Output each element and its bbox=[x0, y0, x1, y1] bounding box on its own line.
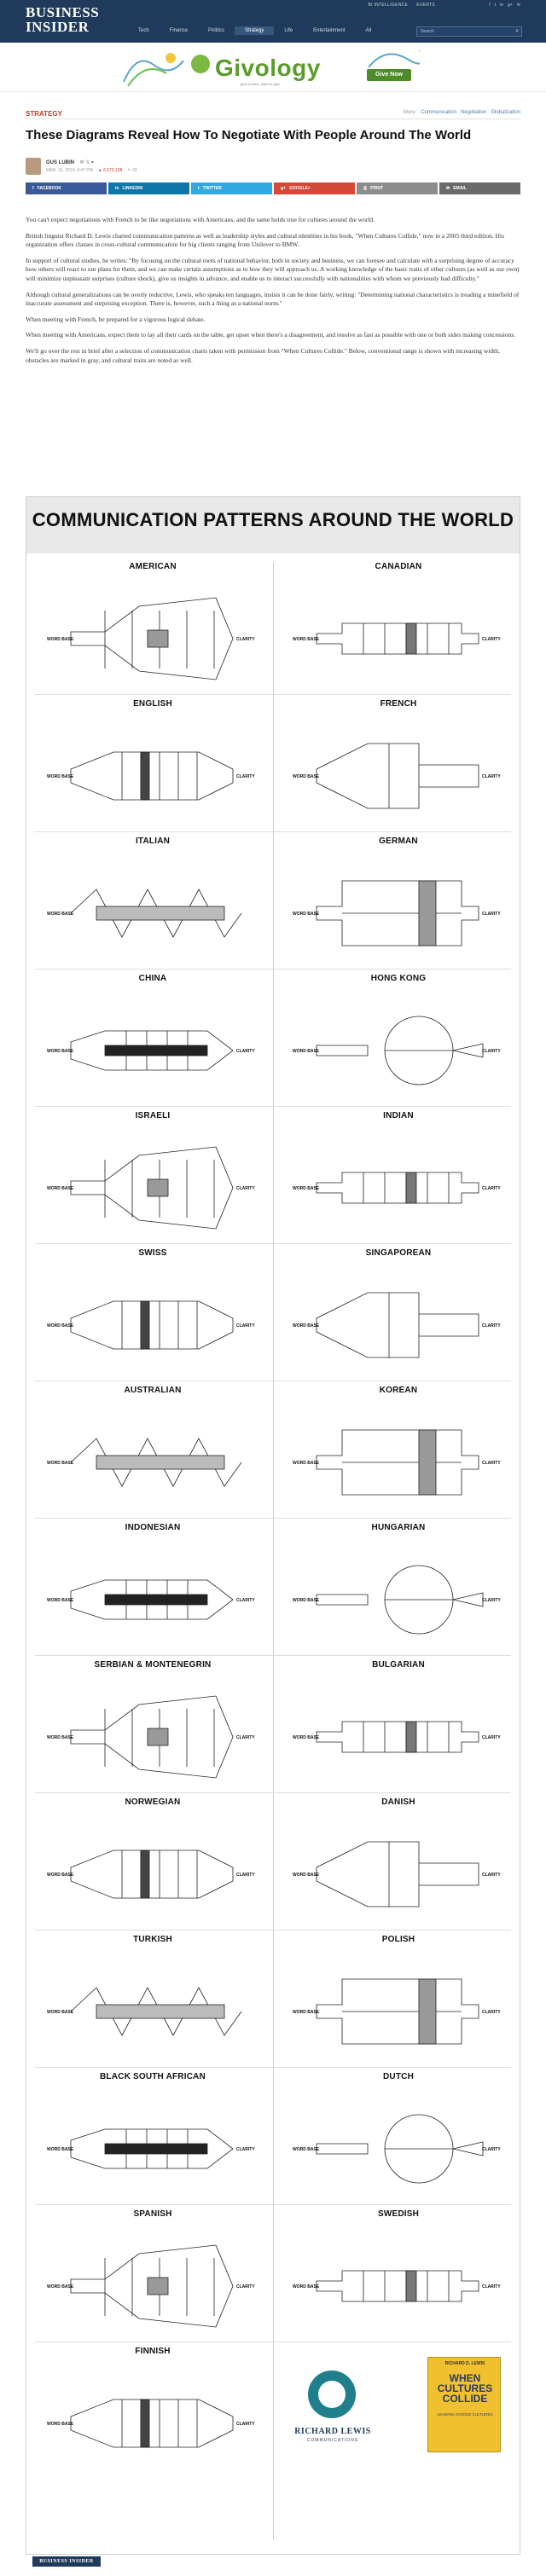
word-base-label: WORD BASE bbox=[47, 1323, 74, 1329]
clarity-label: CLARITY bbox=[482, 1461, 501, 1466]
word-base-label: WORD BASE bbox=[293, 912, 320, 917]
breadcrumb-communication[interactable]: Communication bbox=[421, 110, 456, 115]
word-base-label: WORD BASE bbox=[293, 1186, 320, 1191]
paragraph: In support of cultural studies, he writes: "By focusing on the cultural roots of national behavior, both in society and business, we can foresee and calculate with a surprising degree of accuracy how others will react to our plans for them, and we can make certain assumptions as to how they will approach us. A working knowledge of the basic traits of other cultures (as well as our own) will minimize unpleasant surprises (culture shock), give us insights in advance, and enable us to interact successfully with nationalities with whom we previously had difficulty." bbox=[26, 256, 520, 282]
country-name: DANISH bbox=[381, 1797, 415, 1807]
country-name: NORWEGIAN bbox=[125, 1797, 181, 1807]
word-base-label: WORD BASE bbox=[293, 1735, 320, 1740]
country-name: CHINA bbox=[138, 974, 167, 983]
communication-pattern-diagram bbox=[291, 581, 506, 698]
country-name: SERBIAN & MONTENEGRIN bbox=[94, 1660, 212, 1670]
country-name: FRENCH bbox=[380, 699, 417, 709]
book-subtitle: LEADING ACROSS CULTURES bbox=[437, 2412, 493, 2417]
country-name: INDIAN bbox=[383, 1111, 414, 1120]
row-divider bbox=[35, 1106, 511, 1107]
row-divider bbox=[35, 1930, 511, 1931]
clarity-label: CLARITY bbox=[482, 637, 501, 642]
word-base-label: WORD BASE bbox=[47, 1049, 74, 1054]
email-icon[interactable]: ✉ bbox=[516, 3, 520, 8]
share-label: TWITTER bbox=[202, 186, 222, 191]
article-meta bbox=[46, 168, 137, 173]
author[interactable] bbox=[46, 159, 94, 165]
communication-pattern-diagram bbox=[291, 1816, 506, 1934]
communication-pattern-diagram bbox=[45, 1267, 260, 1385]
clarity-label: CLARITY bbox=[482, 1873, 501, 1878]
share-label: LINKEDIN bbox=[122, 186, 143, 191]
clarity-label: CLARITY bbox=[482, 1186, 501, 1191]
communication-pattern-diagram bbox=[45, 993, 260, 1110]
share-label: GOOGLE+ bbox=[288, 186, 311, 191]
breadcrumb-globalization[interactable]: Globalization bbox=[491, 110, 520, 115]
utility-links bbox=[368, 3, 435, 8]
breadcrumb-negotiation[interactable]: Negotiation bbox=[460, 110, 487, 115]
row-divider bbox=[35, 969, 511, 970]
events-link[interactable]: EVENTS bbox=[416, 3, 435, 8]
author-social-icons[interactable]: ✉ 𝕏 ▾ bbox=[79, 160, 94, 165]
country-name: TURKISH bbox=[133, 1935, 172, 1944]
word-base-label: WORD BASE bbox=[47, 637, 74, 642]
clarity-label: CLARITY bbox=[482, 2010, 501, 2015]
clarity-label: CLARITY bbox=[482, 1323, 501, 1329]
clarity-label: CLARITY bbox=[236, 1735, 255, 1740]
country-name: HONG KONG bbox=[370, 974, 427, 983]
country-name: DUTCH bbox=[383, 2072, 414, 2081]
word-base-label: WORD BASE bbox=[47, 2284, 74, 2289]
word-base-label: WORD BASE bbox=[293, 1598, 320, 1603]
top-header bbox=[0, 0, 546, 43]
word-base-label: WORD BASE bbox=[47, 774, 74, 779]
email-icon: ✉ bbox=[446, 186, 450, 191]
print-icon: ⎙ bbox=[363, 186, 368, 191]
clarity-label: CLARITY bbox=[482, 2147, 501, 2152]
book-cover[interactable] bbox=[427, 2357, 501, 2452]
word-base-label: WORD BASE bbox=[293, 774, 320, 779]
communication-pattern-diagram bbox=[45, 2228, 260, 2346]
facebook-icon[interactable]: f bbox=[489, 3, 491, 8]
nav-finance[interactable]: Finance bbox=[169, 28, 189, 33]
linkedin-icon: in bbox=[115, 186, 119, 191]
ad-tagline: give to learn, learn to give bbox=[241, 82, 280, 86]
country-name: ISRAELI bbox=[135, 1111, 171, 1120]
country-name: SWEDISH bbox=[377, 2209, 420, 2219]
share-label: PRINT bbox=[370, 186, 384, 191]
publish-date: MAR. 15, 2014, 4:47 PM bbox=[46, 168, 93, 173]
twitter-icon: t bbox=[198, 186, 200, 191]
country-name: BULGARIAN bbox=[372, 1660, 425, 1670]
country-name: POLISH bbox=[381, 1935, 415, 1944]
paragraph: British linguist Richard D. Lewis charted communication patterns as well as leadership styles and cultural identities in his book, "When Cultures Collide," now in a 2005 third edition. His organization offers classes in cross-cultural communication for big clients ranging from Unilever to BMW. bbox=[26, 231, 505, 249]
paragraph: When meeting with Americans, expect them to lay all their cards on the table, get upset when there's a disagreement, and resolve as fast as possible with one or both sides making concessions. bbox=[26, 331, 516, 339]
row-divider bbox=[35, 694, 511, 695]
search-placeholder: Search bbox=[421, 29, 434, 34]
email-button[interactable] bbox=[439, 182, 520, 194]
google-plus-icon: g+ bbox=[281, 186, 286, 191]
share-google-button[interactable] bbox=[274, 182, 355, 194]
communication-pattern-diagram bbox=[291, 718, 506, 836]
country-name: ENGLISH bbox=[133, 699, 172, 709]
nav-tech[interactable]: Tech bbox=[138, 28, 149, 33]
communication-pattern-diagram bbox=[291, 1679, 506, 1797]
share-linkedin-button[interactable] bbox=[108, 182, 189, 194]
communication-pattern-diagram bbox=[291, 1542, 506, 1659]
communication-pattern-diagram bbox=[291, 1404, 506, 1522]
word-base-label: WORD BASE bbox=[47, 1186, 74, 1191]
infographic-title: COMMUNICATION PATTERNS AROUND THE WORLD bbox=[32, 509, 514, 530]
site-logo[interactable] bbox=[26, 5, 99, 34]
clarity-label: CLARITY bbox=[236, 2147, 255, 2152]
facebook-icon: f bbox=[32, 186, 34, 191]
article-body bbox=[26, 216, 520, 372]
clarity-label: CLARITY bbox=[236, 1873, 255, 1878]
word-base-label: WORD BASE bbox=[293, 2010, 320, 2015]
byline bbox=[26, 158, 520, 177]
word-base-label: WORD BASE bbox=[293, 637, 320, 642]
word-base-label: WORD BASE bbox=[47, 1461, 74, 1466]
book-author: RICHARD D. LEWIS bbox=[444, 2361, 485, 2366]
breadcrumb-more: More: bbox=[403, 110, 417, 115]
share-label: FACEBOOK bbox=[37, 186, 62, 191]
country-diagram bbox=[279, 2209, 518, 2371]
clarity-label: CLARITY bbox=[482, 912, 501, 917]
row-divider bbox=[35, 1792, 511, 1793]
givology-globe-icon bbox=[191, 55, 210, 73]
author-name[interactable]: GUS LUBIN bbox=[46, 160, 74, 165]
communication-pattern-diagram bbox=[291, 1267, 506, 1385]
google-plus-icon[interactable]: g+ bbox=[508, 3, 513, 8]
breadcrumb bbox=[404, 110, 520, 115]
paragraph: Although cultural generalizations can be overly reductive, Lewis, who speaks ten languages, insists it can be done fairly, writing: "Determining national characteristics is treading a minefield of inaccurate assessment and surprising exception. There is, however, such a thing as a national norm." bbox=[26, 290, 520, 308]
clarity-label: CLARITY bbox=[482, 1049, 501, 1054]
communication-pattern-diagram bbox=[45, 1816, 260, 1934]
views-value: 6,572,138 bbox=[103, 168, 123, 173]
country-name: SWISS bbox=[138, 1248, 167, 1258]
social-links bbox=[489, 3, 520, 8]
views-count: ▲ 6,572,138 bbox=[97, 168, 123, 173]
word-base-label: WORD BASE bbox=[47, 1873, 74, 1878]
print-button[interactable] bbox=[357, 182, 438, 194]
communication-pattern-diagram bbox=[291, 1954, 506, 2071]
word-base-label: WORD BASE bbox=[293, 1873, 320, 1878]
footer-logo[interactable]: BUSINESS INSIDER bbox=[32, 2556, 101, 2567]
country-name: KOREAN bbox=[379, 1386, 418, 1395]
givology-ad[interactable] bbox=[119, 46, 427, 90]
nav-strategy[interactable]: Strategy bbox=[235, 26, 274, 35]
share-label: EMAIL bbox=[453, 186, 467, 191]
communication-pattern-diagram bbox=[45, 718, 260, 836]
clarity-label: CLARITY bbox=[236, 637, 255, 642]
clarity-label: CLARITY bbox=[236, 2422, 255, 2427]
country-name: AUSTRALIAN bbox=[124, 1386, 182, 1395]
country-diagram bbox=[33, 2347, 272, 2509]
row-divider bbox=[35, 831, 511, 832]
nav-all[interactable]: All bbox=[365, 28, 372, 33]
word-base-label: WORD BASE bbox=[47, 2010, 74, 2015]
communication-pattern-diagram bbox=[45, 2091, 260, 2208]
rl-sub: COMMUNICATIONS bbox=[306, 2438, 359, 2443]
share-twitter-button[interactable] bbox=[191, 182, 272, 194]
clarity-label: CLARITY bbox=[236, 1323, 255, 1329]
word-base-label: WORD BASE bbox=[293, 2147, 320, 2152]
communication-pattern-diagram bbox=[291, 1130, 506, 1247]
clarity-label: CLARITY bbox=[236, 1598, 255, 1603]
communication-pattern-diagram bbox=[45, 2365, 260, 2483]
country-name: BLACK SOUTH AFRICAN bbox=[100, 2072, 206, 2081]
column-divider bbox=[273, 562, 274, 2540]
communication-pattern-diagram bbox=[45, 1542, 260, 1659]
ad-brand: Givology bbox=[215, 55, 321, 81]
comments-count[interactable]: ✎ 33 bbox=[127, 168, 137, 173]
communication-pattern-diagram bbox=[45, 1130, 260, 1247]
ad-banner bbox=[0, 43, 546, 92]
clarity-label: CLARITY bbox=[236, 1049, 255, 1054]
clarity-label: CLARITY bbox=[236, 774, 255, 779]
clarity-label: CLARITY bbox=[236, 1186, 255, 1191]
nav-entertainment[interactable]: Entertainment bbox=[313, 28, 346, 33]
word-base-label: WORD BASE bbox=[47, 2147, 74, 2152]
communication-pattern-diagram bbox=[45, 1404, 260, 1522]
word-base-label: WORD BASE bbox=[47, 1735, 74, 1740]
clarity-label: CLARITY bbox=[482, 774, 501, 779]
row-divider bbox=[35, 2204, 511, 2205]
search-input[interactable] bbox=[416, 26, 522, 37]
communication-pattern-diagram bbox=[291, 855, 506, 973]
paragraph: You can't expect negotiations with French to be like negotiations with Americans, and the same holds true for cultures around the world. bbox=[26, 216, 375, 223]
country-name: ITALIAN bbox=[135, 836, 171, 846]
avatar[interactable] bbox=[26, 158, 41, 175]
communication-patterns-infographic bbox=[26, 496, 520, 2555]
country-name: AMERICAN bbox=[129, 562, 177, 571]
clarity-label: CLARITY bbox=[482, 1598, 501, 1603]
country-name: HUNGARIAN bbox=[371, 1523, 426, 1532]
country-name: GERMAN bbox=[379, 836, 418, 846]
country-name: SPANISH bbox=[133, 2209, 172, 2219]
logo-line-2: INSIDER bbox=[26, 19, 90, 35]
paragraph: We'll go over the rest in brief after a selection of communication charts taken with permission from "When Cultures Collide." Below, conventional range is shown with increasing width, obstacles are marked in gray, and cultural traits are noted as well. bbox=[26, 346, 500, 364]
search-icon[interactable]: ⌕ bbox=[515, 28, 519, 34]
logo-line-1: BUSINESS bbox=[26, 4, 100, 20]
communication-pattern-diagram bbox=[45, 855, 260, 973]
row-divider bbox=[35, 1518, 511, 1519]
ad-illustration-right bbox=[369, 46, 420, 72]
communication-pattern-diagram bbox=[291, 993, 506, 1110]
richard-lewis-block bbox=[282, 2355, 521, 2534]
rl-name: RICHARD LEWIS bbox=[294, 2427, 371, 2436]
nav-politics[interactable]: Politics bbox=[208, 28, 225, 33]
country-name: INDONESIAN bbox=[125, 1523, 181, 1532]
clarity-label: CLARITY bbox=[482, 2284, 501, 2289]
share-facebook-button[interactable] bbox=[26, 182, 107, 194]
bi-intelligence-link[interactable]: BI INTELLIGENCE bbox=[368, 3, 409, 8]
communication-pattern-diagram bbox=[291, 2228, 506, 2346]
communication-pattern-diagram bbox=[45, 1679, 260, 1797]
logo-inner bbox=[318, 2381, 346, 2408]
communication-pattern-diagram bbox=[291, 2091, 506, 2208]
twitter-icon[interactable]: t bbox=[494, 3, 497, 8]
word-base-label: WORD BASE bbox=[293, 2284, 320, 2289]
row-divider bbox=[35, 2067, 511, 2068]
country-name: SINGAPOREAN bbox=[365, 1248, 432, 1258]
article-title: These Diagrams Reveal How To Negotiate With People Around The World bbox=[26, 128, 472, 142]
main-nav bbox=[128, 26, 381, 35]
country-name: CANADIAN bbox=[375, 562, 422, 571]
book-title: WHEN CULTURES COLLIDE bbox=[437, 2372, 493, 2405]
row-divider bbox=[35, 1655, 511, 1656]
row-divider bbox=[35, 1243, 511, 1244]
nav-life[interactable]: Life bbox=[284, 28, 293, 33]
clarity-label: CLARITY bbox=[236, 2284, 255, 2289]
word-base-label: WORD BASE bbox=[293, 1461, 320, 1466]
word-base-label: WORD BASE bbox=[47, 912, 74, 917]
communication-pattern-diagram bbox=[45, 581, 260, 698]
clarity-label: CLARITY bbox=[482, 1735, 501, 1740]
category-label[interactable]: STRATEGY bbox=[26, 110, 62, 118]
linkedin-icon[interactable]: in bbox=[500, 3, 504, 8]
communication-pattern-diagram bbox=[45, 1954, 260, 2071]
country-name: FINNISH bbox=[135, 2347, 171, 2356]
comments-value: 33 bbox=[131, 168, 137, 173]
word-base-label: WORD BASE bbox=[293, 1323, 320, 1329]
word-base-label: WORD BASE bbox=[47, 2422, 74, 2427]
word-base-label: WORD BASE bbox=[293, 1049, 320, 1054]
word-base-label: WORD BASE bbox=[47, 1598, 74, 1603]
ad-illustration-left bbox=[119, 48, 188, 90]
share-bar bbox=[26, 182, 520, 194]
paragraph: When meeting with French, be prepared for a vigorous logical debate. bbox=[26, 315, 206, 323]
give-now-button[interactable]: Give Now bbox=[367, 69, 411, 81]
